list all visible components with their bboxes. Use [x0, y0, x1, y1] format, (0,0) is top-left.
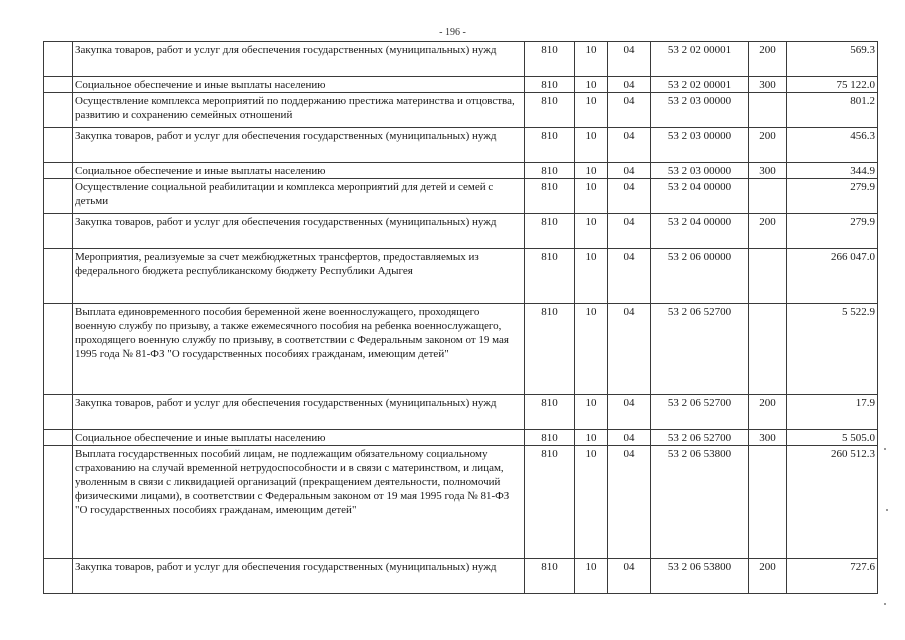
- amount-cell: 456.3: [787, 128, 878, 163]
- desc-cell: Социальное обеспечение и иные выплаты населению: [73, 430, 525, 446]
- code-cell: 810: [525, 430, 575, 446]
- section-cell: 10: [575, 179, 608, 214]
- amount-cell: 279.9: [787, 214, 878, 249]
- subsection-cell: 04: [608, 430, 651, 446]
- amount-cell: 5 522.9: [787, 304, 878, 395]
- section-cell: 10: [575, 446, 608, 559]
- subsection-cell: 04: [608, 93, 651, 128]
- code-cell: 810: [525, 128, 575, 163]
- target-cell: 53 2 03 00000: [651, 128, 749, 163]
- subsection-cell: 04: [608, 163, 651, 179]
- section-cell: 10: [575, 77, 608, 93]
- section-cell: 10: [575, 93, 608, 128]
- type-cell: [749, 304, 787, 395]
- target-cell: 53 2 02 00001: [651, 77, 749, 93]
- section-cell: 10: [575, 249, 608, 304]
- target-cell: 53 2 03 00000: [651, 163, 749, 179]
- budget-table-body: [44, 42, 878, 594]
- subsection-cell: 04: [608, 559, 651, 594]
- target-cell: 53 2 04 00000: [651, 214, 749, 249]
- desc-cell: Осуществление социальной реабилитации и комплекса мероприятий для детей и семей с детьми: [73, 179, 525, 214]
- type-cell: [749, 93, 787, 128]
- desc-cell: Мероприятия, реализуемые за счет межбюджетных трансфертов, предоставляемых из федерального бюджета республиканскому бюджету Республики Адыгея: [73, 249, 525, 304]
- section-cell: 10: [575, 395, 608, 430]
- section-cell: 10: [575, 430, 608, 446]
- code-cell: 810: [525, 395, 575, 430]
- row-number-cell: [44, 430, 73, 446]
- table-row: [44, 304, 878, 395]
- type-cell: 200: [749, 214, 787, 249]
- table-row: [44, 42, 878, 77]
- code-cell: 810: [525, 77, 575, 93]
- row-number-cell: [44, 214, 73, 249]
- subsection-cell: 04: [608, 179, 651, 214]
- section-cell: 10: [575, 214, 608, 249]
- code-cell: 810: [525, 42, 575, 77]
- code-cell: 810: [525, 559, 575, 594]
- table-row: [44, 430, 878, 446]
- row-number-cell: [44, 249, 73, 304]
- amount-cell: 279.9: [787, 179, 878, 214]
- scan-speck: [886, 509, 888, 511]
- type-cell: 300: [749, 163, 787, 179]
- target-cell: 53 2 04 00000: [651, 179, 749, 214]
- code-cell: 810: [525, 163, 575, 179]
- amount-cell: 727.6: [787, 559, 878, 594]
- table-row: [44, 77, 878, 93]
- code-cell: 810: [525, 93, 575, 128]
- section-cell: 10: [575, 559, 608, 594]
- table-row: [44, 395, 878, 430]
- row-number-cell: [44, 42, 73, 77]
- scan-speck: [884, 603, 886, 605]
- subsection-cell: 04: [608, 128, 651, 163]
- amount-cell: 5 505.0: [787, 430, 878, 446]
- subsection-cell: 04: [608, 249, 651, 304]
- type-cell: [749, 446, 787, 559]
- target-cell: 53 2 06 53800: [651, 559, 749, 594]
- subsection-cell: 04: [608, 42, 651, 77]
- target-cell: 53 2 06 52700: [651, 430, 749, 446]
- amount-cell: 260 512.3: [787, 446, 878, 559]
- table-row: [44, 446, 878, 559]
- type-cell: 200: [749, 559, 787, 594]
- row-number-cell: [44, 77, 73, 93]
- amount-cell: 75 122.0: [787, 77, 878, 93]
- row-number-cell: [44, 304, 73, 395]
- row-number-cell: [44, 559, 73, 594]
- desc-cell: Осуществление комплекса мероприятий по поддержанию престижа материнства и отцовства, развитию и сохранению семейных отношений: [73, 93, 525, 128]
- target-cell: 53 2 06 53800: [651, 446, 749, 559]
- desc-cell: Закупка товаров, работ и услуг для обеспечения государственных (муниципальных) нужд: [73, 128, 525, 163]
- subsection-cell: 04: [608, 77, 651, 93]
- type-cell: [749, 249, 787, 304]
- row-number-cell: [44, 128, 73, 163]
- table-row: [44, 93, 878, 128]
- subsection-cell: 04: [608, 446, 651, 559]
- target-cell: 53 2 06 52700: [651, 395, 749, 430]
- subsection-cell: 04: [608, 214, 651, 249]
- section-cell: 10: [575, 42, 608, 77]
- desc-cell: Социальное обеспечение и иные выплаты населению: [73, 163, 525, 179]
- code-cell: 810: [525, 446, 575, 559]
- table-row: [44, 163, 878, 179]
- amount-cell: 801.2: [787, 93, 878, 128]
- target-cell: 53 2 06 52700: [651, 304, 749, 395]
- subsection-cell: 04: [608, 304, 651, 395]
- desc-cell: Выплата единовременного пособия беременной жене военнослужащего, проходящего военную службу по призыву, а также ежемесячного пособия на ребенка военнослужащего, проходящего военную службу по призыву, в соответствии с Федеральным законом от 19 мая 1995 года № 81-ФЗ "О государственных пособиях гражданам, имеющим детей": [73, 304, 525, 395]
- amount-cell: 17.9: [787, 395, 878, 430]
- type-cell: 300: [749, 430, 787, 446]
- section-cell: 10: [575, 163, 608, 179]
- subsection-cell: 04: [608, 395, 651, 430]
- scan-speck: [884, 448, 886, 450]
- type-cell: 200: [749, 42, 787, 77]
- amount-cell: 266 047.0: [787, 249, 878, 304]
- type-cell: 200: [749, 128, 787, 163]
- row-number-cell: [44, 163, 73, 179]
- table-row: [44, 179, 878, 214]
- type-cell: 300: [749, 77, 787, 93]
- amount-cell: 569.3: [787, 42, 878, 77]
- target-cell: 53 2 03 00000: [651, 93, 749, 128]
- desc-cell: Выплата государственных пособий лицам, не подлежащим обязательному социальному страхованию на случай временной нетрудоспособности и в связи с материнством, и лицам, уволенным в связи с ликвидацией организаций (прекращением деятельности, полномочий физическими лицами), в соответствии с Федеральным законом от 19 мая 1995 года № 81-ФЗ "О государственных пособиях гражданам, имеющим детей": [73, 446, 525, 559]
- code-cell: 810: [525, 214, 575, 249]
- desc-cell: Социальное обеспечение и иные выплаты населению: [73, 77, 525, 93]
- desc-cell: Закупка товаров, работ и услуг для обеспечения государственных (муниципальных) нужд: [73, 559, 525, 594]
- table-row: [44, 249, 878, 304]
- table-row: [44, 214, 878, 249]
- row-number-cell: [44, 93, 73, 128]
- table-row: [44, 128, 878, 163]
- code-cell: 810: [525, 179, 575, 214]
- row-number-cell: [44, 446, 73, 559]
- page-number: - 196 -: [439, 27, 466, 38]
- budget-table: [43, 41, 878, 594]
- amount-cell: 344.9: [787, 163, 878, 179]
- section-cell: 10: [575, 128, 608, 163]
- desc-cell: Закупка товаров, работ и услуг для обеспечения государственных (муниципальных) нужд: [73, 395, 525, 430]
- type-cell: 200: [749, 395, 787, 430]
- code-cell: 810: [525, 249, 575, 304]
- table-row: [44, 559, 878, 594]
- section-cell: 10: [575, 304, 608, 395]
- code-cell: 810: [525, 304, 575, 395]
- desc-cell: Закупка товаров, работ и услуг для обеспечения государственных (муниципальных) нужд: [73, 214, 525, 249]
- type-cell: [749, 179, 787, 214]
- desc-cell: Закупка товаров, работ и услуг для обеспечения государственных (муниципальных) нужд: [73, 42, 525, 77]
- target-cell: 53 2 06 00000: [651, 249, 749, 304]
- target-cell: 53 2 02 00001: [651, 42, 749, 77]
- row-number-cell: [44, 395, 73, 430]
- row-number-cell: [44, 179, 73, 214]
